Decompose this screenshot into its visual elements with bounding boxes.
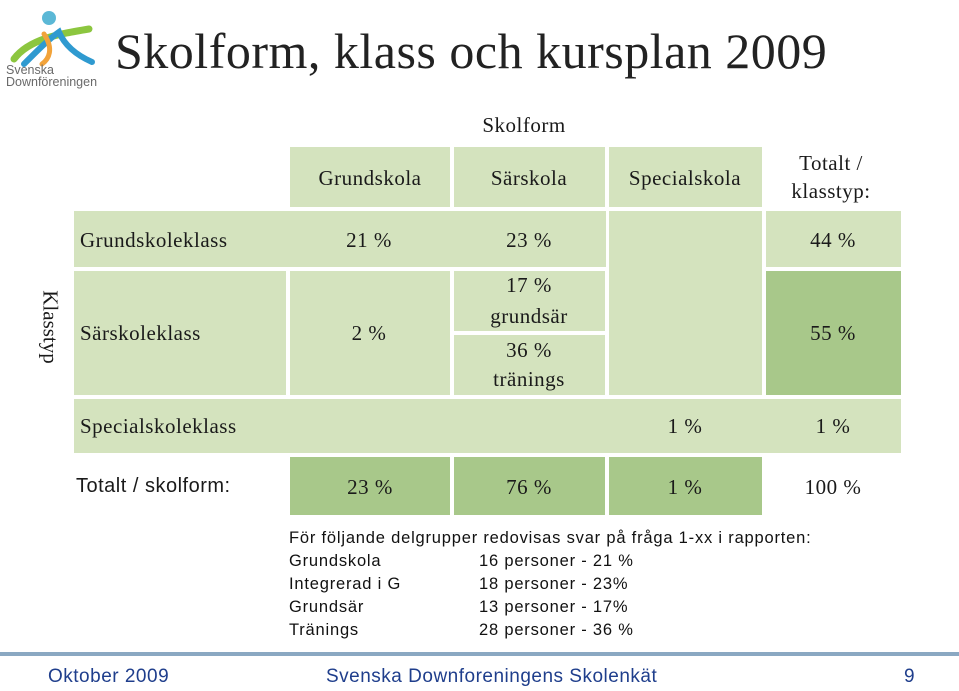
group-header: Skolform: [482, 113, 566, 137]
col-header-grundskola: Grundskola: [318, 166, 422, 190]
row-group-label-text: Klasstyp: [38, 290, 63, 364]
value-grundskoleklass-sarskola: 23 %: [506, 228, 552, 252]
notes-value-grundskola: 16 personer - 21 %: [479, 552, 634, 570]
footer-date: Oktober 2009: [48, 666, 170, 687]
col-header-total-line1: Totalt /: [799, 151, 863, 175]
footer-divider: [0, 652, 959, 656]
row-label-specialskoleklass: Specialskoleklass: [80, 414, 237, 438]
footer-page-number: 9: [904, 666, 916, 687]
value-specialskoleklass-total: 1 %: [815, 414, 851, 438]
total-sarskola: 76 %: [506, 475, 552, 499]
value-grundskoleklass-grundskola: 21 %: [346, 228, 392, 252]
total-specialskola: 1 %: [667, 475, 703, 499]
notes-value-grundsar: 13 personer - 17%: [479, 598, 629, 616]
total-grundskola: 23 %: [347, 475, 393, 499]
notes-group-grundskola: Grundskola: [289, 552, 382, 570]
notes-group-integrerad: Integrerad i G: [289, 575, 402, 593]
row-cell-specialskola-span: [607, 209, 764, 397]
footer-source: Svenska Downforeningens Skolenkät: [326, 666, 658, 687]
value-sarskoleklass-grundsar-pct: 17 %: [506, 273, 552, 297]
value-sarskoleklass-total: 55 %: [810, 321, 856, 345]
totals-row-label: Totalt / skolform:: [76, 475, 231, 497]
logo-line-1: Svenska: [6, 63, 54, 77]
col-header-sarskola: Särskola: [490, 166, 568, 190]
value-sarskoleklass-tranings-label: tränings: [493, 367, 565, 391]
notes-group-tranings: Tränings: [289, 621, 359, 639]
page-title: Skolform, klass och kursplan 2009: [115, 23, 828, 79]
notes-group-grundsar: Grundsär: [289, 598, 365, 616]
logo-line-2: Downföreningen: [6, 75, 98, 89]
col-header-total-line2: klasstyp:: [791, 179, 871, 203]
value-sarskoleklass-grundsar-label: grundsär: [490, 304, 568, 328]
notes-value-tranings: 28 personer - 36 %: [479, 621, 634, 639]
notes-value-integrerad: 18 personer - 23%: [479, 575, 629, 593]
logo-text: [6, 64, 97, 88]
total-all: 100 %: [804, 475, 862, 499]
row-group-label: [30, 272, 70, 382]
col-header-specialskola: Specialskola: [628, 166, 742, 190]
row-label-grundskoleklass: Grundskoleklass: [80, 228, 228, 252]
notes-intro: För följande delgrupper redovisas svar på fråga 1-xx i rapporten:: [289, 529, 812, 547]
row-label-sarskoleklass: Särskoleklass: [80, 321, 201, 345]
value-sarskoleklass-tranings-pct: 36 %: [506, 338, 552, 362]
value-grundskoleklass-total: 44 %: [810, 228, 856, 252]
value-sarskoleklass-grundskola: 2 %: [351, 321, 387, 345]
value-specialskoleklass-specialskola: 1 %: [667, 414, 703, 438]
